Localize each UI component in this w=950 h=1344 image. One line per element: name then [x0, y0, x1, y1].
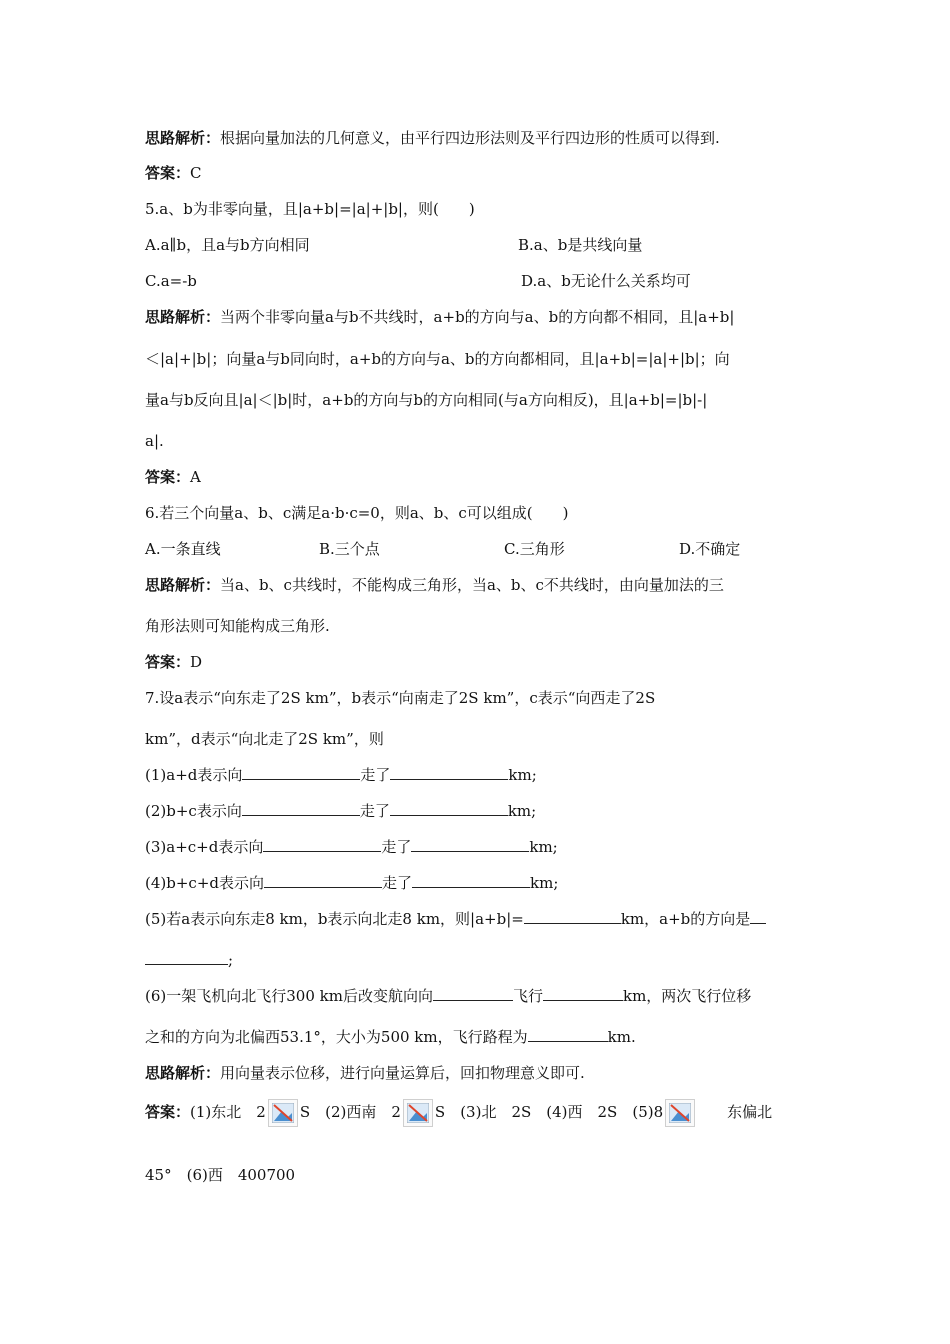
text: (3)a+c+d表示向: [145, 838, 264, 856]
text: km;: [507, 802, 537, 820]
q5-option-a: A.a∥b，且a与b方向相同: [145, 236, 310, 254]
q5-option-b: B.a、b是共线向量: [518, 236, 643, 254]
answer-blank: [528, 1027, 608, 1042]
q5-explanation-4: a|.: [145, 432, 164, 450]
text: S: [299, 1103, 311, 1121]
answer-blank: [543, 986, 623, 1001]
q6-option-d: D.不确定: [679, 540, 741, 558]
text: 走了: [382, 874, 413, 892]
text: 飞行: [512, 987, 543, 1005]
text: D: [190, 653, 203, 671]
text: (4)b+c+d表示向: [145, 874, 264, 892]
label: 答案：: [145, 164, 191, 182]
question-5: 5.a、b为非零向量，且|a+b|=|a|+|b|，则( ): [145, 200, 475, 218]
q6-option-a: A.一条直线: [145, 540, 221, 558]
sub-question-2: [145, 801, 536, 821]
text: 根据向量加法的几何意义，由平行四边形法则及平行四边形的性质可以得到.: [220, 129, 720, 147]
answer-blank: [390, 801, 508, 816]
text: km;: [508, 766, 537, 784]
q5-option-c: C.a=-b: [145, 272, 197, 290]
q7-answer-cont: 45° (6)西 400700: [145, 1166, 296, 1184]
text: A: [190, 468, 201, 486]
answer-blank: [390, 765, 508, 780]
text: km，a+b的方向是: [620, 910, 751, 928]
text: C: [190, 164, 202, 182]
question-7-line-1: 7.设a表示“向东走了2S km”，b表示“向南走了2S km”，c表示“向西走了2S: [145, 689, 656, 707]
broken-image-icon: [665, 1099, 695, 1127]
broken-image-icon: [403, 1099, 433, 1127]
text: 之和的方向为北偏西53.1°，大小为500 km，飞行路程为: [145, 1028, 528, 1046]
sub-question-1: [145, 765, 537, 785]
q6-answer: [145, 652, 202, 672]
answer-line: [145, 163, 202, 183]
text: 当a、b、c共线时，不能构成三角形，当a、b、c不共线时，由向量加法的三: [220, 576, 724, 594]
label: 答案：: [145, 653, 191, 671]
label: 答案：: [145, 1103, 191, 1121]
text: 东偏北: [727, 1103, 773, 1121]
q5-explanation-2: ＜|a|+|b|；向量a与b同向时，a+b的方向与a、b的方向都相同，且|a+b|=|a|+|b|；向: [145, 350, 730, 368]
text: S: [434, 1103, 446, 1121]
text: km;: [530, 874, 559, 892]
answer-blank: [263, 837, 381, 852]
q5-answer: [145, 467, 201, 487]
text: 走了: [381, 838, 412, 856]
text: 走了: [359, 802, 390, 820]
question-7-line-2: km”，d表示“向北走了2S km”，则: [145, 730, 384, 748]
text: (1)a+d表示向: [145, 766, 243, 784]
label: 思路解析：: [145, 576, 221, 594]
text: km，两次飞行位移: [622, 987, 752, 1005]
q6-option-c: C.三角形: [504, 540, 565, 558]
label: 思路解析：: [145, 1064, 221, 1082]
answer-blank: [242, 765, 360, 780]
text: (5)若a表示向东走8 km，b表示向北走8 km，则|a+b|=: [145, 910, 524, 928]
q5-explanation-3: 量a与b反向且|a|＜|b|时，a+b的方向与b的方向相同(与a方向相反)，且|a+b|=|b|-|: [145, 391, 708, 409]
text: km.: [607, 1028, 636, 1046]
text: (2)b+c表示向: [145, 802, 242, 820]
text: (2)西南 2: [325, 1103, 401, 1121]
label: 思路解析：: [145, 308, 221, 326]
answer-blank: [242, 801, 360, 816]
sub-question-5: [145, 909, 766, 929]
answer-blank: [264, 873, 382, 888]
q6-explanation-1: [145, 575, 724, 595]
q7-explanation: [145, 1063, 585, 1083]
answer-blank: [145, 950, 228, 965]
broken-image-icon: [268, 1099, 298, 1127]
text: 当两个非零向量a与b不共线时，a+b的方向与a、b的方向都不相同，且|a+b|: [220, 308, 735, 326]
question-6: 6.若三个向量a、b、c满足a·b·c=0，则a、b、c可以组成( ): [145, 504, 569, 522]
q5-explanation-1: [145, 307, 734, 327]
label: 思路解析：: [145, 129, 221, 147]
text: (3)北 2S (4)西 2S (5)8: [460, 1103, 664, 1121]
answer-blank: [433, 986, 513, 1001]
text: km;: [529, 838, 558, 856]
answer-blank: [524, 909, 621, 924]
text: 走了: [360, 766, 391, 784]
sub-question-3: [145, 837, 558, 857]
q7-answer: [145, 1099, 772, 1127]
text: (6)一架飞机向北飞行300 km后改变航向向: [145, 987, 433, 1005]
q5-option-d: D.a、b无论什么关系均可: [521, 272, 691, 290]
text: (1)东北 2: [190, 1103, 266, 1121]
sub-question-5-cont: [145, 950, 233, 970]
label: 答案：: [145, 468, 191, 486]
q6-option-b: B.三个点: [319, 540, 380, 558]
q6-explanation-2: 角形法则可知能构成三角形.: [145, 617, 330, 635]
answer-blank: [411, 837, 529, 852]
text: 用向量表示位移，进行向量运算后，回扣物理意义即可.: [220, 1064, 585, 1082]
sub-question-6: [145, 986, 751, 1006]
text: ;: [228, 951, 234, 969]
answer-blank: [412, 873, 530, 888]
sub-question-6-cont: [145, 1027, 636, 1047]
sub-question-4: [145, 873, 558, 893]
answer-blank: [750, 909, 766, 924]
explanation-line: [145, 128, 720, 148]
